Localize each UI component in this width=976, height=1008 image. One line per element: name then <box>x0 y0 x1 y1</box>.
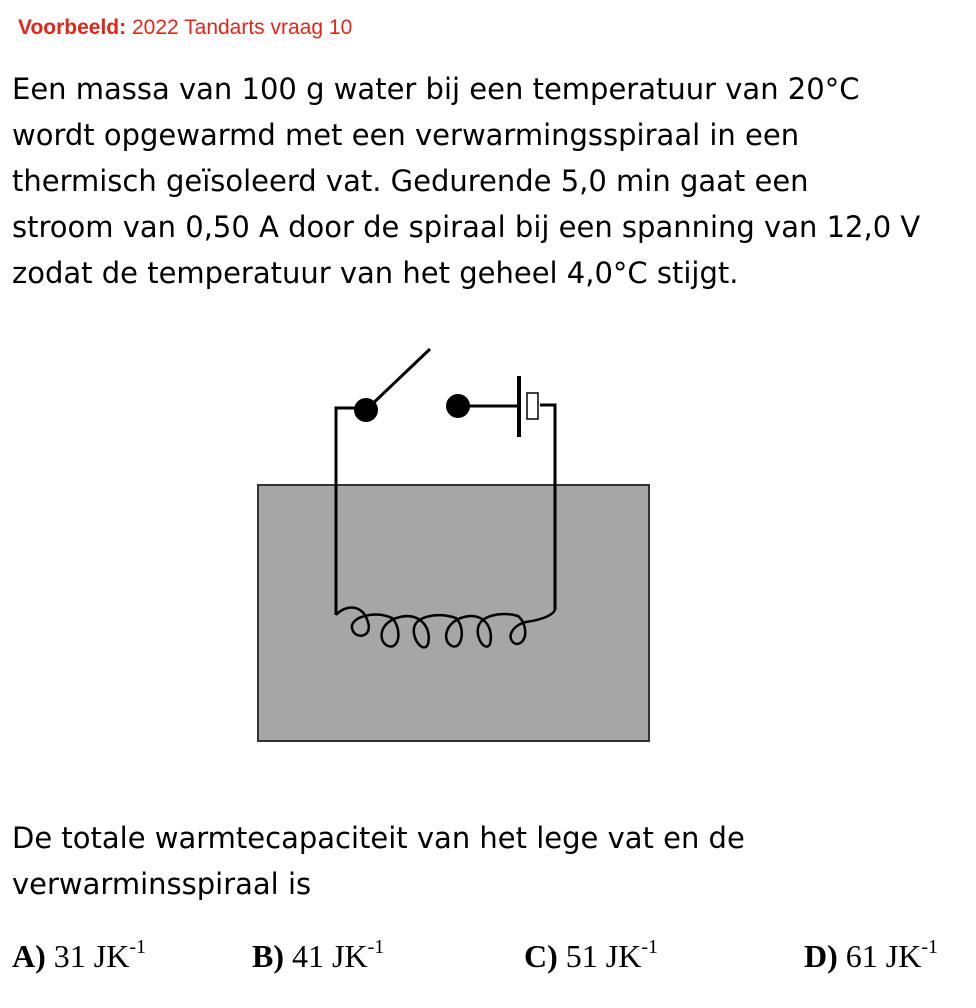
battery-plate-short <box>527 393 538 419</box>
answer-value: 41 JK <box>292 938 368 974</box>
answer-letter: D) <box>804 938 838 974</box>
prompt-text <box>12 815 912 907</box>
answer-exponent: -1 <box>641 936 658 958</box>
answer-option-b[interactable] <box>252 938 384 975</box>
answer-value: 51 JK <box>565 938 642 974</box>
example-label: Voorbeeld: <box>18 16 127 39</box>
answer-options <box>12 938 976 988</box>
prompt-line: De totale warmtecapaciteit van het lege vat en de <box>12 821 745 855</box>
answer-option-c[interactable] <box>524 938 658 975</box>
switch-lever <box>366 349 430 410</box>
prompt-line: verwarminsspiraal is <box>12 867 312 901</box>
answer-letter: B) <box>252 938 284 974</box>
question-line: wordt opgewarmd met een verwarmingsspiraal in een <box>12 118 800 152</box>
answer-exponent: -1 <box>129 936 146 958</box>
answer-value: 31 JK <box>53 938 130 974</box>
answer-letter: A) <box>12 938 46 974</box>
answer-exponent: -1 <box>921 936 938 958</box>
answer-option-a[interactable] <box>12 938 146 975</box>
insulated-vessel <box>258 485 649 741</box>
question-line: Een massa van 100 g water bij een temperatuur van 20°C <box>12 72 860 106</box>
answer-option-d[interactable] <box>804 938 938 975</box>
answer-value: 61 JK <box>845 938 922 974</box>
question-line: thermisch geïsoleerd vat. Gedurende 5,0 min gaat een <box>12 164 809 198</box>
example-title: 2022 Tandarts vraag 10 <box>131 16 353 39</box>
question-line: stroom van 0,50 A door de spiraal bij een spanning van 12,0 V <box>12 210 921 244</box>
answer-letter: C) <box>524 938 558 974</box>
answer-exponent: -1 <box>367 936 385 958</box>
question-line: zodat de temperatuur van het geheel 4,0°C stijgt. <box>12 256 739 290</box>
